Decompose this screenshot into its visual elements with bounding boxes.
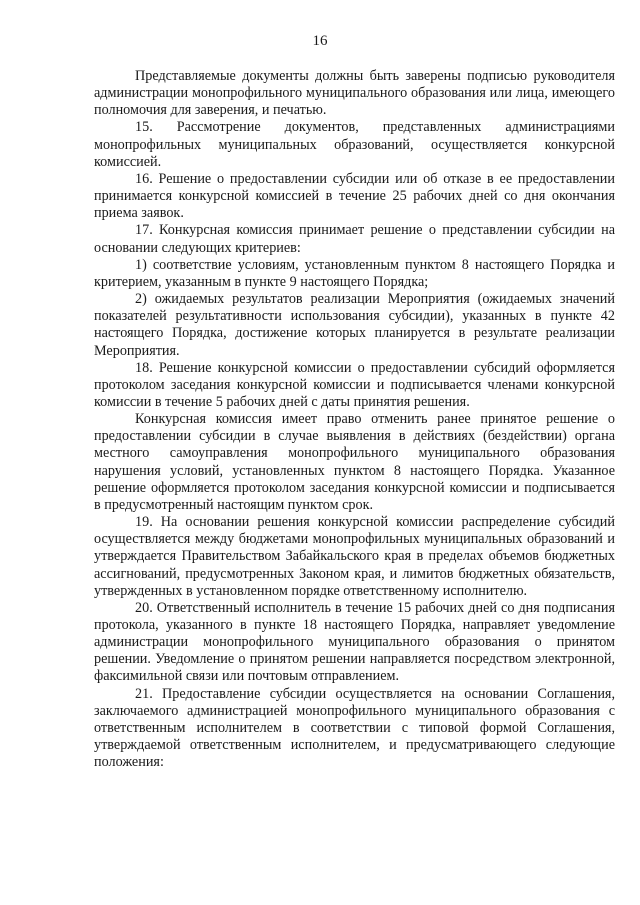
paragraph-21: 21. Предоставление субсидии осуществляется на основании Соглашения, заключаемого администрацией монопрофильного муниципального образования с ответственным исполнителем в соответствии с типовой формой Соглашения, утверждаемой ответственным исполнителем, и предусматривающего следующие положения: — [94, 685, 615, 771]
paragraph-20: 20. Ответственный исполнитель в течение 15 рабочих дней со дня подписания протокола, указанного в пункте 18 настоящего Порядка, направляет уведомление администрации монопрофильного муниципального образования о принятом решении. Уведомление о принятом решении направляется посредством электронной, факсимильной связи или почтовым отправлением. — [94, 599, 615, 685]
paragraph-19: 19. На основании решения конкурсной комиссии распределение субсидий осуществляется между бюджетами монопрофильных муниципальных образований и утверждается Правительством Забайкальского края в пределах объемов бюджетных ассигнований, предусмотренных Законом края, и лимитов бюджетных обязательств, утвержденных в установленном порядке ответственному исполнителю. — [94, 514, 615, 599]
paragraph-15: 15. Рассмотрение документов, представленных администрациями монопрофильных муниципальных образований, осуществляется конкурсной комиссией. — [94, 119, 615, 170]
document-body — [94, 68, 615, 771]
paragraph-16: 16. Решение о предоставлении субсидии или об отказе в ее предоставлении принимается конкурсной комиссией в течение 25 рабочих дней со дня окончания приема заявок. — [94, 170, 615, 222]
paragraph-18-cancellation: Конкурсная комиссия имеет право отменить ранее принятое решение о предоставлении субсидии в случае выявления в действиях (бездействии) органа местного самоуправления монопрофильного муниципального образования нарушения условий, установленных пунктом 8 настоящего Порядка. Указанное решение оформляется протоколом заседания конкурсной комиссии и подписывается в предусмотренный настоящим пунктом срок. — [94, 411, 615, 513]
paragraph-certification: Представляемые документы должны быть заверены подписью руководителя администрации монопрофильного муниципального образования или лица, имеющего полномочия для заверения, и печатью. — [94, 68, 615, 119]
page-number: 16 — [312, 33, 328, 49]
paragraph-17-item-2: 2) ожидаемых результатов реализации Мероприятия (ожидаемых значений показателей результативности использования субсидии), указанных в пункте 42 настоящего Порядка, достижение которых планируется в результате реализации Мероприятия. — [94, 291, 615, 359]
paragraph-17: 17. Конкурсная комиссия принимает решение о представлении субсидии на основании следующих критериев: — [94, 222, 615, 256]
paragraph-17-item-1: 1) соответствие условиям, установленным пунктом 8 настоящего Порядка и критерием, указанным в пункте 9 настоящего Порядка; — [94, 256, 615, 290]
paragraph-18: 18. Решение конкурсной комиссии о предоставлении субсидий оформляется протоколом заседания конкурсной комиссии и подписывается членами конкурсной комиссии в течение 5 рабочих дней с даты принятия решения. — [94, 359, 615, 410]
